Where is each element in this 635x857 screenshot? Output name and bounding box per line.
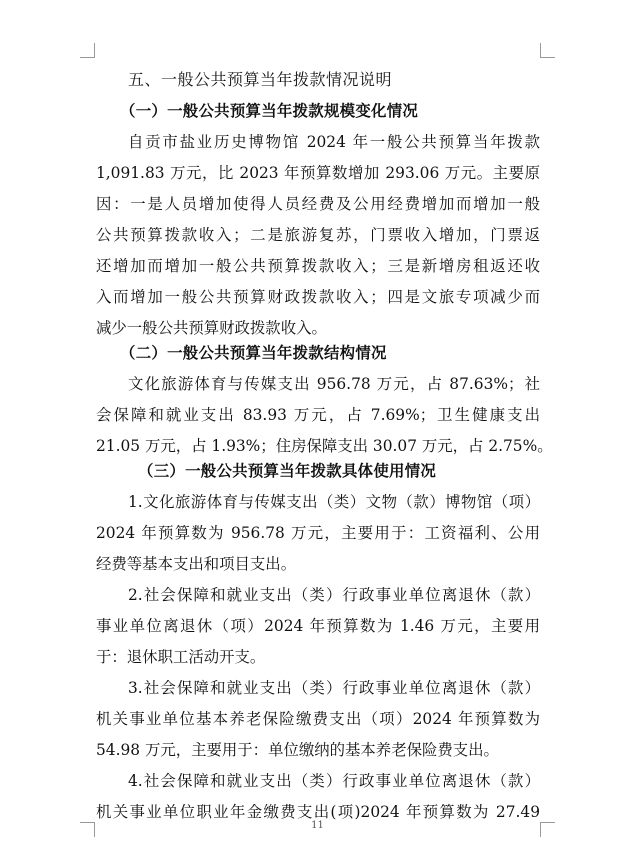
paragraph-line: 2024 年预算数为 956.78 万元，主要用于：工资福利、公用 [96, 524, 540, 542]
paragraph-line: 还增加而增加一般公共预算拨款收入；三是新增房租返还收 [96, 257, 540, 275]
paragraph-line: 3.社会保障和就业支出（类）行政事业单位离退休（款） [128, 679, 540, 697]
paragraph-line: 1,091.83 万元，比 2023 年预算数增加 293.06 万元。主要原 [96, 164, 540, 182]
subsection-3-title: （三）一般公共预算当年拨款具体使用情况 [138, 462, 437, 480]
paragraph-line: 入而增加一般公共预算财政拨款收入；四是文旅专项减少而 [96, 288, 540, 306]
paragraph-line: 经费等基本支出和项目支出。 [96, 555, 297, 573]
crop-mark-top-right [540, 43, 555, 58]
paragraph-line: 机关事业单位基本养老保险缴费支出（项）2024 年预算数为 [96, 710, 540, 728]
paragraph-line: 会保障和就业支出 83.93 万元，占 7.69%；卫生健康支出 [96, 406, 540, 424]
paragraph-line: 4.社会保障和就业支出（类）行政事业单位离退休（款） [128, 772, 540, 790]
section-heading: 五、一般公共预算当年拨款情况说明 [128, 70, 393, 89]
paragraph-line: 21.05 万元，占 1.93%；住房保障支出 30.07 万元，占 2.75%。 [96, 437, 553, 455]
paragraph-line: 文化旅游体育与传媒支出 956.78 万元，占 87.63%；社 [128, 375, 540, 393]
paragraph-line: 2.社会保障和就业支出（类）行政事业单位离退休（款） [128, 586, 540, 604]
paragraph-line: 公共预算拨款收入；二是旅游复苏，门票收入增加，门票返 [96, 226, 540, 244]
crop-mark-top-left [80, 43, 95, 58]
paragraph-line: 减少一般公共预算财政拨款收入。 [96, 319, 327, 337]
subsection-1-title: （一）一般公共预算当年拨款规模变化情况 [120, 102, 419, 120]
paragraph-line: 机关事业单位职业年金缴费支出(项)2024 年预算数为 27.49 [96, 803, 540, 821]
page-number: 11 [311, 820, 324, 831]
paragraph-line: 于：退休职工活动开支。 [96, 648, 266, 666]
subsection-2-title: （二）一般公共预算当年拨款结构情况 [120, 344, 387, 362]
paragraph-line: 因：一是人员增加使得人员经费及公用经费增加而增加一般 [96, 195, 540, 213]
paragraph-line: 1.文化旅游体育与传媒支出（类）文物（款）博物馆（项） [128, 493, 540, 511]
paragraph-line: 自贡市盐业历史博物馆 2024 年一般公共预算当年拨款 [128, 133, 540, 151]
paragraph-line: 事业单位离退休（项）2024 年预算数为 1.46 万元，主要用 [96, 617, 540, 635]
paragraph-line: 54.98 万元，主要用于：单位缴纳的基本养老保险费支出。 [96, 741, 499, 759]
